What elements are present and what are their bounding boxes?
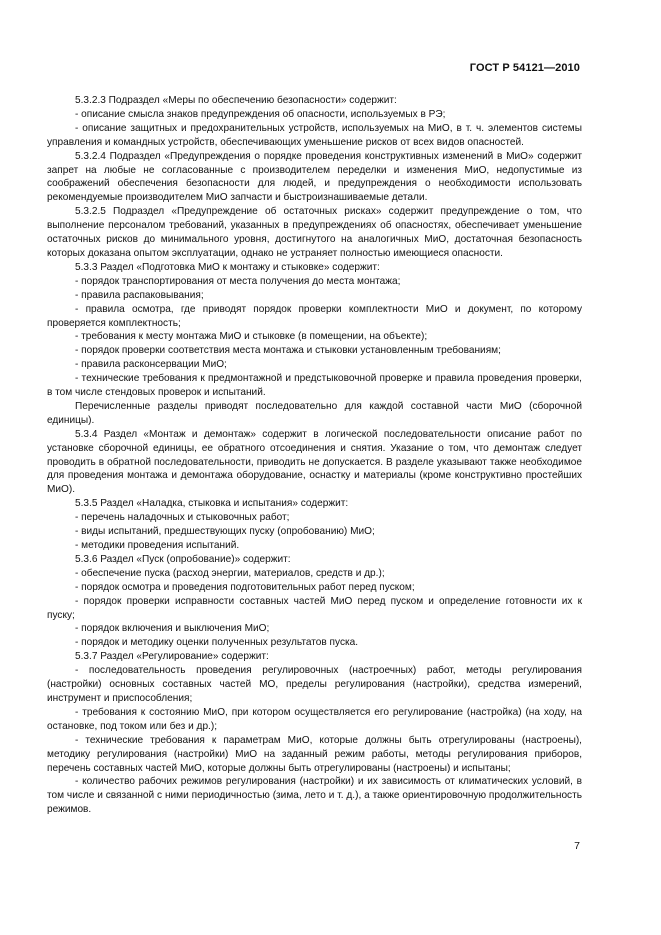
document-body xyxy=(47,94,582,817)
list-item: - технические требования к предмонтажной и предстыковочной проверке и правила проведения проверки, в том числе стендовых проверок и испытаний. xyxy=(47,373,582,399)
list-item: - правила осмотра, где приводят порядок проверки комплектности МиО и документ, по которому проверяется комплектность; xyxy=(47,303,582,329)
section-heading: 5.3.7 Раздел «Регулирование» содержит: xyxy=(75,651,269,663)
list-item: - описание защитных и предохранительных устройств, используемых на МиО, в т. ч. элементов системы управления и командных устройств, обеспечивающих уменьшение рисков от всех видов опасностей. xyxy=(47,122,582,148)
list-item: - порядок осмотра и проведения подготовительных работ перед пуском; xyxy=(75,581,415,593)
list-item: - количество рабочих режимов регулирования (настройки) и их зависимость от климатических условий, в том числе и связанной с ними периодичностью (зима, лето и т. д.), а также ориентировочную продолжительность режимов. xyxy=(47,776,582,816)
list-item: - требования к месту монтажа МиО и стыковке (в помещении, на объекте); xyxy=(75,331,428,343)
list-item: - виды испытаний, предшествующих пуску (опробованию) МиО; xyxy=(75,526,375,538)
paragraph: 5.3.2.3 Подраздел «Меры по обеспечению безопасности» содержит: xyxy=(75,95,397,106)
list-item: - методики проведения испытаний. xyxy=(75,540,240,551)
list-item: - порядок включения и выключения МиО; xyxy=(75,623,270,635)
list-item: - описание смысла знаков предупреждения об опасности, используемых в РЭ; xyxy=(75,108,446,120)
list-item: - правила расконсервации МиО; xyxy=(75,359,227,371)
section-heading: 5.3.5 Раздел «Наладка, стыковка и испытания» содержит: xyxy=(75,498,349,510)
list-item: - правила распаковывания; xyxy=(75,289,204,301)
list-item: - порядок и методику оценки полученных результатов пуска. xyxy=(75,637,359,649)
paragraph: 5.3.2.4 Подраздел «Предупреждения о порядке проведения конструктивных изменений в МиО» содержит запрет на любые не согласованные с производителем переделки и изменения МиО, недопустимые из соображений обеспечения безопасности для людей, и предупреждения о необходимости использовать рекомендуемые производителем МиО запчасти и быстроизнашиваемые детали. xyxy=(47,150,582,204)
section-heading: 5.3.3 Раздел «Подготовка МиО к монтажу и стыковке» содержит: xyxy=(75,261,380,273)
list-item: - порядок проверки исправности составных частей МиО перед пуском и определение готовности их к пуску; xyxy=(47,595,582,621)
list-item: - технические требования к параметрам МиО, которые должны быть отрегулированы (настроены), методику регулирования (настройки) МиО на заданный режим работы, методы регулирования приборов, перечень составных частей МиО, которые должны быть отрегулированы (настроены) и испытаны; xyxy=(47,734,582,774)
page-number: 7 xyxy=(574,840,580,852)
list-item: - перечень наладочных и стыковочных работ; xyxy=(75,512,290,524)
list-item: - последовательность проведения регулировочных (настроечных) работ, методы регулирования (настройки) основных составных частей МО, пределы регулирования (настройки), средства измерений, инструмент и приспособления; xyxy=(47,665,582,704)
paragraph: Перечисленные разделы приводят последовательно для каждой составной части МиО (сборочной единицы). xyxy=(47,400,582,426)
section-heading: 5.3.6 Раздел «Пуск (опробование)» содержит: xyxy=(75,553,291,565)
paragraph: 5.3.2.5 Подраздел «Предупреждение об остаточных рисках» содержит предупреждение о том, что выполнение персоналом требований, указанных в предупреждениях об опасностях, обеспечивает уменьшение остаточных рисков до минимального уровня, достигнутого на аналогичных МиО, достаточная безопасность которых доказана опытом эксплуатации, однако не устраняет полностью имеющиеся опасности. xyxy=(47,206,582,259)
list-item: - обеспечение пуска (расход энергии, материалов, средств и др.); xyxy=(75,567,385,579)
standard-code-header: ГОСТ Р 54121—2010 xyxy=(469,62,580,74)
list-item: - порядок проверки соответствия места монтажа и стыковки установленным требованиям; xyxy=(75,345,501,357)
paragraph: 5.3.4 Раздел «Монтаж и демонтаж» содержит в логической последовательности описание работ по установке сборочной единицы, ее обратного отсоединения и снятия. Указание о том, что демонтаж следует проводить в обратной последовательности, приводить не допускается. В разделе указывают также необходимое для проведения монтажа и демонтажа оборудование, оснастку и материалы (кроме конструктивно простейших МиО). xyxy=(47,428,582,496)
list-item: - требования к состоянию МиО, при котором осуществляется его регулирование (настройка) (на ходу, на остановке, под током или без и др.); xyxy=(47,706,582,732)
list-item: - порядок транспортирования от места получения до места монтажа; xyxy=(75,275,401,287)
